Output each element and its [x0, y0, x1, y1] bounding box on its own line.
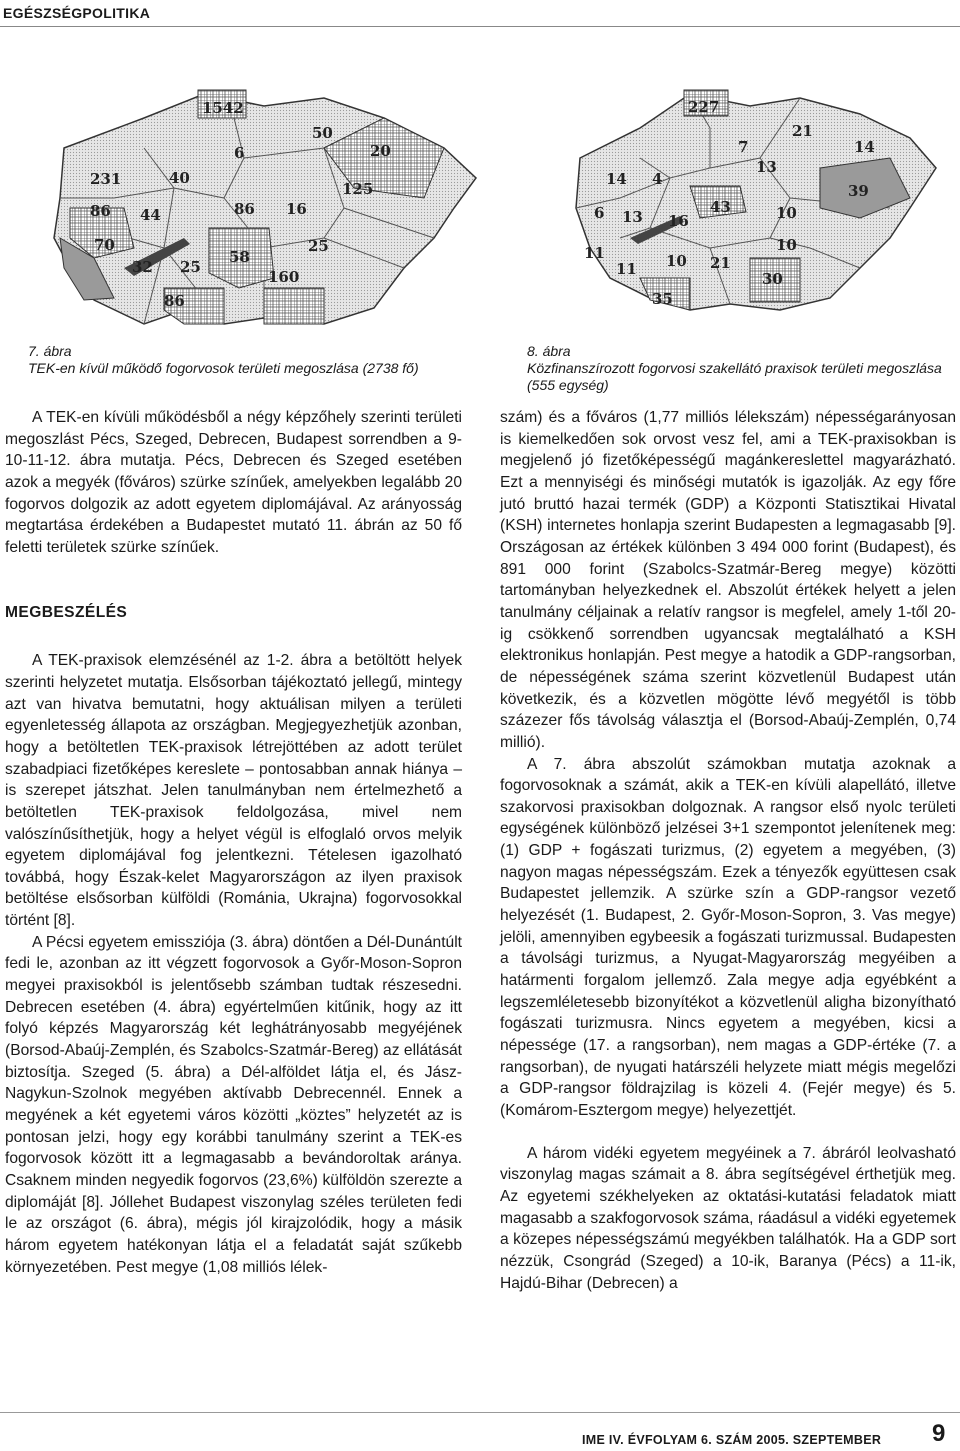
header-divider: [0, 26, 960, 27]
figure-7-title: TEK-en kívül működő fogorvosok területi megoszlása (2738 fő): [28, 360, 419, 376]
map7-value: 25: [180, 258, 201, 276]
figure-8-map: [560, 88, 940, 314]
map7-value: 40: [169, 169, 190, 187]
map8-value: 13: [756, 158, 777, 176]
hungary-map-7: [24, 88, 480, 330]
figure-8-caption: [527, 343, 957, 394]
journal-footer: IME IV. ÉVFOLYAM 6. SZÁM 2005. SZEPTEMBER: [582, 1433, 882, 1447]
paragraph: A 7. ábra abszolút számokban mutatja azoknak a fogorvosoknak a számát, akik a TEK-en kívüli alapellátó, illetve szakorvosi praxisokban dolgoznak. A rangsor első nyolc területi egységének különböző jelzései 3+1 szempontot jelenítenek meg: (1) GDP + fogászati turizmus, (2) egyetem a megyében, (3) nagyon magas népességszám. Ezek a tényezők együttesen csak Budapestet jellemzik. A szürke szín a GDP-rangsor vezető helyezését (1. Budapest, 2. Győr-Moson-Sopron, 3. Vas megye) jelöli, amennyiben egybeesik a fogászati turizmussal. Budapesten a távolsági turizmus, a Nyugat-Magyarország megyéiben a határmenti forgalom jellemző. Zala megye adja egyébként a legszemléletesebb bizonyítékot a közvetlenül aligha bizonyítható fogászati turizmusra. Nincs egyetem a megyében, kicsi a népessége (17. a rangsorban), nem magas a GDP-értéke (7. a rangsorban), de nyugati határszéli helyzete miatt mégis megelőzi a GDP-rangsor földrajzilag is közeli 4. (Fejér megye) és 5. (Komárom-Esztergom megye) helyezettjét.: [500, 755, 956, 1119]
map8-value: 16: [668, 212, 689, 230]
figure-7-number: 7. ábra: [28, 343, 72, 359]
figure-7-map: [24, 88, 480, 330]
map7-value: 16: [286, 200, 307, 218]
paragraph-gap: [500, 1122, 956, 1143]
map8-value: 13: [622, 208, 643, 226]
map7-value: 6: [234, 144, 245, 162]
map7-value: 44: [140, 206, 161, 224]
map8-value-budapest: 227: [688, 98, 720, 116]
map8-value: 30: [762, 270, 783, 288]
map7-value: 86: [90, 202, 111, 220]
map7-value: 20: [370, 142, 391, 160]
paragraph: A TEK-en kívüli működésből a négy képzőhely szerinti területi megoszlást Pécs, Szeged, Debrecen, Budapest sorrendben a 9-10-11-12. ábra mutatja. Pécs, Debrecen és Szeged esetében azok a megyék (főváros) szürke színűek, amelyekben legalább 20 fogorvos dolgozik az adott egyetem diplomájával. Az arányosság megtartása érdekében a Budapestet mutató 11. ábrán az 50 fő feletti területek szürke színűek.: [5, 409, 462, 556]
map8-value: 11: [584, 244, 605, 262]
figure-8-title: Közfinanszírozott fogorvosi szakellátó praxisok területi megoszlása (555 egység): [527, 360, 942, 393]
map8-value: 43: [710, 198, 731, 216]
page-number: 9: [932, 1420, 946, 1447]
footer-divider: [0, 1412, 960, 1413]
map7-value: 125: [342, 180, 374, 198]
paragraph: A TEK-praxisok elemzésénél az 1-2. ábra a betöltött helyek szerinti helyzetet mutatja. Elsősorban tájékoztató jellegű, mintegy azt van hivatva bemutatni, hogy aktuálisan milyen a területi egyenletesség állapota az országban. Megjegyezhetjük azonban, hogy a betöltetlen TEK-praxisok létrejöttében az adott terület szabadpiaci fizetőképes kereslete – pontosabban annak hiánya – is szerepet játszhat. Jelen tanulmányban nem értelmezhető a betöltetlen TEK-praxisok feldolgozása, mivel nem valószínűsíthetjük, hogy a helyet végül is elfoglaló orvos melyik egyetem diplomájával fog jelentkezni. Tételesen igazolható továbbá, hogy Észak-kelet Magyarországon az ilyen praxisok betöltése elsősorban külföldi (Románia, Ukrajna) fogorvosokkal történt [8].: [5, 652, 462, 930]
map8-value: 4: [652, 170, 663, 188]
map7-value: 86: [164, 292, 185, 310]
figure-8-number: 8. ábra: [527, 343, 571, 359]
right-column: [500, 407, 956, 1294]
map7-value: 25: [308, 237, 329, 255]
section-title: MEGBESZÉLÉS: [5, 603, 128, 621]
paragraph: A három vidéki egyetem megyéinek a 7. ábráról leolvasható viszonylag magas számait a 8. ábra segítségével érthetjük meg. Az egyetemi székhelyeken az oktatási-kutatási feladatok miatt magasabb a szakfogorvosok száma, ráadásul a vidéki egyetemek a közepes népességszámú megyékben találhatók. Ha a GDP sort nézzük, Csongrád (Szeged) a 10-ik, Baranya (Pécs) a 11-ik, Hajdú-Bihar (Debrecen) a: [500, 1144, 956, 1292]
map8-value: 6: [594, 204, 605, 222]
map8-value: 14: [606, 170, 627, 188]
figure-7-caption: [28, 343, 478, 377]
map8-value: 35: [652, 290, 673, 308]
map8-value: 14: [854, 138, 875, 156]
left-column: [5, 407, 462, 1278]
map8-value: 11: [616, 260, 637, 278]
map7-value: 50: [312, 124, 333, 142]
map8-value: 7: [738, 138, 749, 156]
map7-value: 160: [268, 268, 300, 286]
paragraph: A Pécsi egyetem emissziója (3. ábra) döntően a Dél-Dunántúlt fedi le, azonban az itt végzett fogorvosok a Győr-Moson-Sopron megyei praxisokból is jelentősebb számban tudtak részesedni. Debrecen esetében (4. ábra) egyértelműen kitűnik, hogy az itt folyó képzés Magyarország két leghátrányosabb megyéjének (Borsod-Abaúj-Zemplén, és Szabolcs-Szatmár-Bereg) az ellátását biztosítja. Szeged (5. ábra) a Dél-alföldet látja el, és Jász-Nagykun-Szolnok megyében aktívabb Debrecennél. Ennek a megyének a két egyetemi város közötti „köztes” helyzetét az is pontosan jelzi, hogy egy korábbi tanulmány szerint a TEK-es fogorvosok között itt a legmagasabb a bevándoroltak aránya. Csaknem minden negyedik fogorvos (23,6%) külföldön szerezte a diplomáját [8]. Jóllehet Budapest viszonylag széles területen fedi le az országot (6. ábra), mégis jól kirajzolódik, hogy a másik három egyetem hatékonyan látja el a feladatát saját szűkebb környezetében. Pest megye (1,08 milliós lélek-: [5, 933, 462, 1276]
hungary-map-8: [560, 88, 940, 314]
map7-value: 231: [90, 170, 122, 188]
map7-value: 32: [132, 258, 153, 276]
map8-value: 21: [710, 254, 731, 272]
map7-value: 70: [94, 236, 115, 254]
csongrad-region: [264, 288, 324, 324]
section-header: EGÉSZSÉGPOLITIKA: [3, 5, 151, 21]
map8-value: 10: [666, 252, 687, 270]
map8-value: 21: [792, 122, 813, 140]
map8-value: 10: [776, 204, 797, 222]
map7-value-budapest: 1542: [202, 99, 244, 117]
map8-value: 10: [776, 236, 797, 254]
map7-value: 58: [229, 248, 250, 266]
map8-value: 39: [848, 182, 869, 200]
map7-value: 86: [234, 200, 255, 218]
paragraph: szám) és a főváros (1,77 milliós lélekszám) népességarányosan is kiemelkedően sok orvost vesz fel, ami a TEK-praxisokban is megjelenő jó fizetőképességű magánkereslettel magyarázható. Ezt a mennyiségi és minőségi mutatók is igazolják. Az egy főre jutó bruttó hazai termék (GDP) a Központi Statisztikai Hivatal (KSH) internetes honlapja szerint Budapesten a legmagasabb [9]. Országosan az értékek különben 3 494 000 forint (Budapest), és 891 000 forint (Szabolcs-Szatmár-Bereg megye) közötti tartományban helyezkednek el. Abszolút értékek helyett a jelen tanulmány céljainak a relatív rangsor is megfelel, amely 1-től 20-ig csökkenő sorrendben ugyancsak megtalálható a KSH elektronikus honlapján. Pest megye a hatodik a GDP-rangsorban, de népességének száma szerint közvetlenül Budapest után következik, és a közvetlen mögötte lévő megyétől is több százezer fős távolság választja el (Borsod-Abaúj-Zemplén, 0,74 millió).: [500, 409, 956, 751]
